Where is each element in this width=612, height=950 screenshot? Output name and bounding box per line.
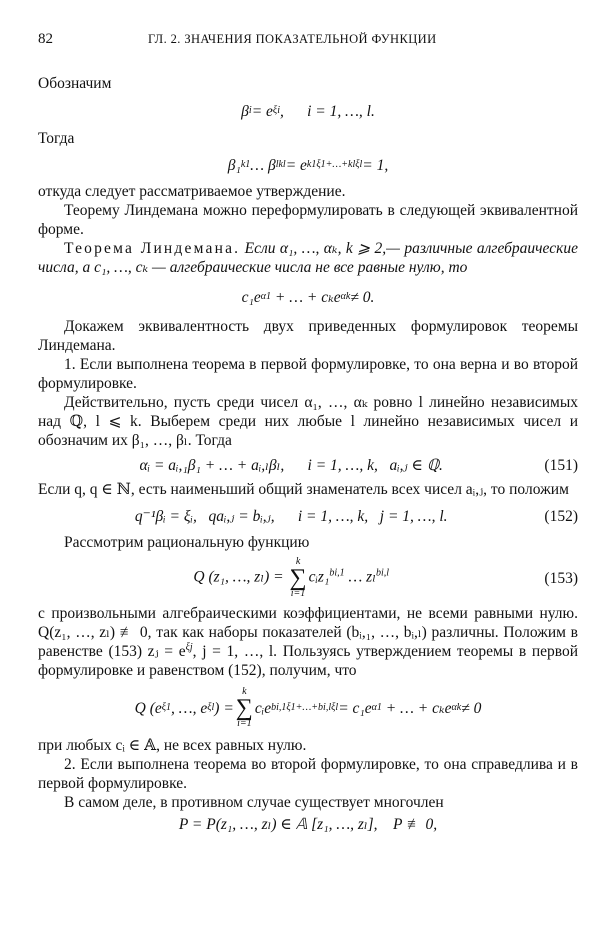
chapter-title: ГЛ. 2. ЗНАЧЕНИЯ ПОКАЗАТЕЛЬНОЙ ФУНКЦИИ	[148, 32, 437, 46]
paragraph-polynomial: В самом деле, в противном случае существует многочлен	[64, 794, 444, 811]
theorem-label: Теорема Линдемана.	[64, 240, 241, 257]
paragraph-proof1: Действительно, пусть среди чисел α₁, …, αₖ ровно l линейно независимых над ℚ, l ⩽ k. Выберем среди них любые l линейно независимых чисел и обозначим их β₁, …, βₗ. Тогда	[38, 394, 578, 449]
text-togda: Тогда	[38, 130, 75, 147]
theorem-text: Если α₁, …, αₖ, k ⩾ 2,— различные алгебраические числа, а c₁, …, cₖ — алгебраические числа не все равные нулю, то	[38, 240, 578, 276]
paragraph-reformulate: Теорему Линдемана можно переформулировать в следующей эквивалентной форме.	[38, 202, 578, 238]
summation-sign-2: k ∑ i=1	[235, 686, 253, 729]
text-oboznachim: Обозначим	[38, 75, 112, 92]
paragraph-equivalence: Докажем эквивалентность двух приведенных формулировок теоремы Линдемана.	[38, 318, 578, 354]
equation-number-151: (151)	[544, 456, 578, 474]
summation-sign: k ∑ i=1	[289, 556, 307, 599]
paragraph-rational-function: Рассмотрим рациональную функцию	[64, 534, 310, 551]
equation-beta-product: β₁ k1 … β l kl = e k1ξ1+…+klξl = 1,	[227, 156, 389, 174]
paragraph-part1: 1. Если выполнена теорема в первой формулировке, то она верна и во второй формулировке.	[38, 356, 578, 392]
equation-polynomial-p: P = P(z₁, …, zₗ) ∈ 𝔸 [z₁, …, zₗ], P ≢ 0,	[178, 815, 438, 833]
equation-beta-def: β i = e ξi , i = 1, …, l.	[241, 102, 375, 120]
book-page	[38, 30, 578, 836]
equation-152: q⁻¹βᵢ = ξᵢ, qaᵢ,ⱼ = bᵢ,ⱼ, i = 1, …, k, j = 1, …, l. (152)	[134, 507, 578, 525]
equation-153: Q (z₁, …, zₗ) = k ∑ i=1 cᵢz₁$^{bi,1}$ … zₗ$^{bi,l}$ (153)	[193, 556, 578, 599]
equation-number-153: (153)	[544, 569, 578, 587]
equation-151: αᵢ = aᵢ,₁β₁ + … + aᵢ,ₗβₗ, i = 1, …, k, aᵢ,ⱼ ∈ ℚ. (151)	[139, 456, 578, 474]
paragraph-any-ci: при любых cᵢ ∈ 𝔸, не всех равных нулю.	[38, 737, 307, 754]
equation-number-152: (152)	[544, 507, 578, 525]
paragraph-conclusion: откуда следует рассматриваемое утверждение.	[38, 183, 346, 200]
paragraph-coefficients: с произвольными алгебраическими коэффициентами, не всеми равными нулю. Q(z₁, …, zₗ) ≢ 0, так как наборы показателей (bᵢ,₁, …, bᵢ,ₗ) различны. Положим в равенстве (153) zⱼ = $e^{\xi j}$, j = 1, …, l. Пользуясь утверждением теоремы в первой формулировке и равенством (152), получим, что	[38, 605, 578, 679]
equation-q-substitution: Q (e ξ1 , …, e ξl ) = k ∑ i=1 cᵢe bi,1ξ1+…+bi,lξl = c₁e α1 + … + cₖe αk ≠ 0	[134, 686, 482, 729]
paragraph-theorem	[38, 239, 578, 277]
paragraph-denominator: Если q, q ∈ ℕ, есть наименьший общий знаменатель всех чисел aᵢ,ⱼ, то положим	[38, 481, 569, 498]
paragraph-part2: 2. Если выполнена теорема во второй формулировке, то она справедлива и в первой формулировке.	[38, 756, 578, 792]
equation-lindemann: c₁e α1 + … + cₖe αk ≠ 0.	[241, 288, 375, 306]
running-header	[38, 30, 578, 52]
page-number: 82	[38, 31, 53, 47]
